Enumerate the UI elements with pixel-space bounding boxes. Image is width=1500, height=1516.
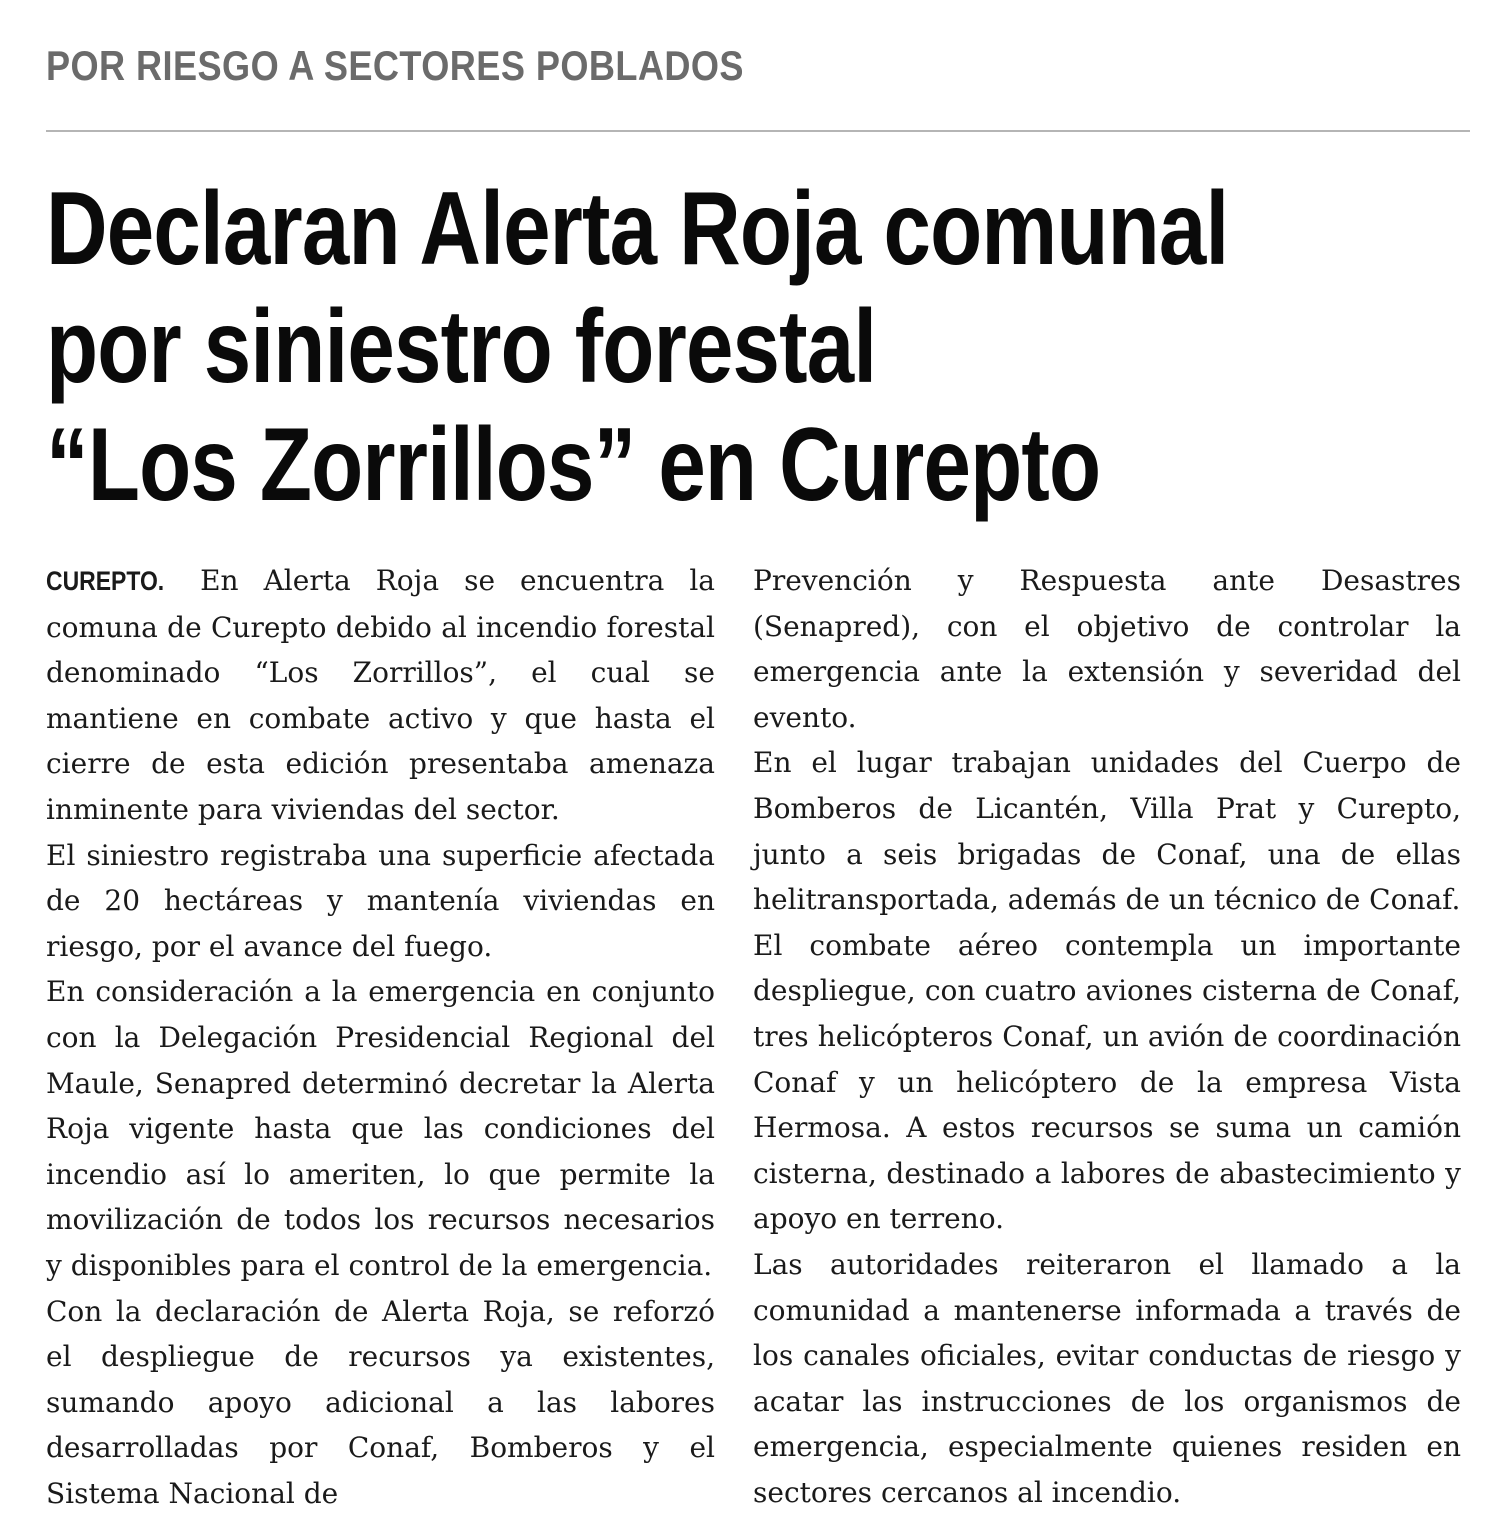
headline-line-3: “Los Zorrillos” en Curepto	[46, 406, 1228, 524]
article-column-left	[46, 558, 715, 1516]
headline	[46, 170, 1228, 524]
headline-line-2: por siniestro forestal	[46, 288, 1228, 406]
dateline: CUREPTO.	[46, 559, 164, 605]
headline-line-1: Declaran Alerta Roja comunal	[46, 170, 1228, 288]
paragraph: Prevención y Respuesta ante Desastres (Senapred), con el objetivo de controlar la emergencia ante la extensión y severidad del evento.	[753, 558, 1461, 740]
paragraph: El siniestro registraba una superficie afectada de 20 hectáreas y mantenía viviendas en riesgo, por el avance del fuego.	[46, 833, 715, 970]
paragraph-text: En Alerta Roja se encuentra la comuna de Curepto debido al incendio forestal denominado “Los Zorrillos”, el cual se mantiene en combate activo y que hasta el cierre de esta edición presentaba amenaza inminente para viviendas del sector.	[46, 564, 715, 826]
paragraph: En consideración a la emergencia en conjunto con la Delegación Presidencial Regional del Maule, Senapred determinó decretar la Alerta Roja vigente hasta que las condiciones del incendio así lo ameriten, lo que permite la movilización de todos los recursos necesarios y disponibles para el control de la emergencia.	[46, 969, 715, 1288]
paragraph: El combate aéreo contempla un importante despliegue, con cuatro aviones cisterna de Conaf, tres helicópteros Conaf, un avión de coordinación Conaf y un helicóptero de la empresa Vista Hermosa. A estos recursos se suma un camión cisterna, destinado a labores de abastecimiento y apoyo en terreno.	[753, 923, 1461, 1242]
paragraph: Con la declaración de Alerta Roja, se reforzó el despliegue de recursos ya existentes, sumando apoyo adicional a las labores desarrolladas por Conaf, Bomberos y el Sistema Nacional de	[46, 1289, 715, 1516]
paragraph	[46, 558, 715, 833]
paragraph: En el lugar trabajan unidades del Cuerpo de Bomberos de Licantén, Villa Prat y Curepto, junto a seis brigadas de Conaf, una de ellas helitransportada, además de un técnico de Conaf.	[753, 740, 1461, 922]
article-column-right	[753, 558, 1461, 1515]
divider	[46, 130, 1470, 132]
kicker: POR RIESGO A SECTORES POBLADOS	[46, 38, 744, 94]
paragraph: Las autoridades reiteraron el llamado a la comunidad a mantenerse informada a través de los canales oficiales, evitar conductas de riesgo y acatar las instrucciones de los organismos de emergencia, especialmente quienes residen en sectores cercanos al incendio.	[753, 1242, 1461, 1516]
